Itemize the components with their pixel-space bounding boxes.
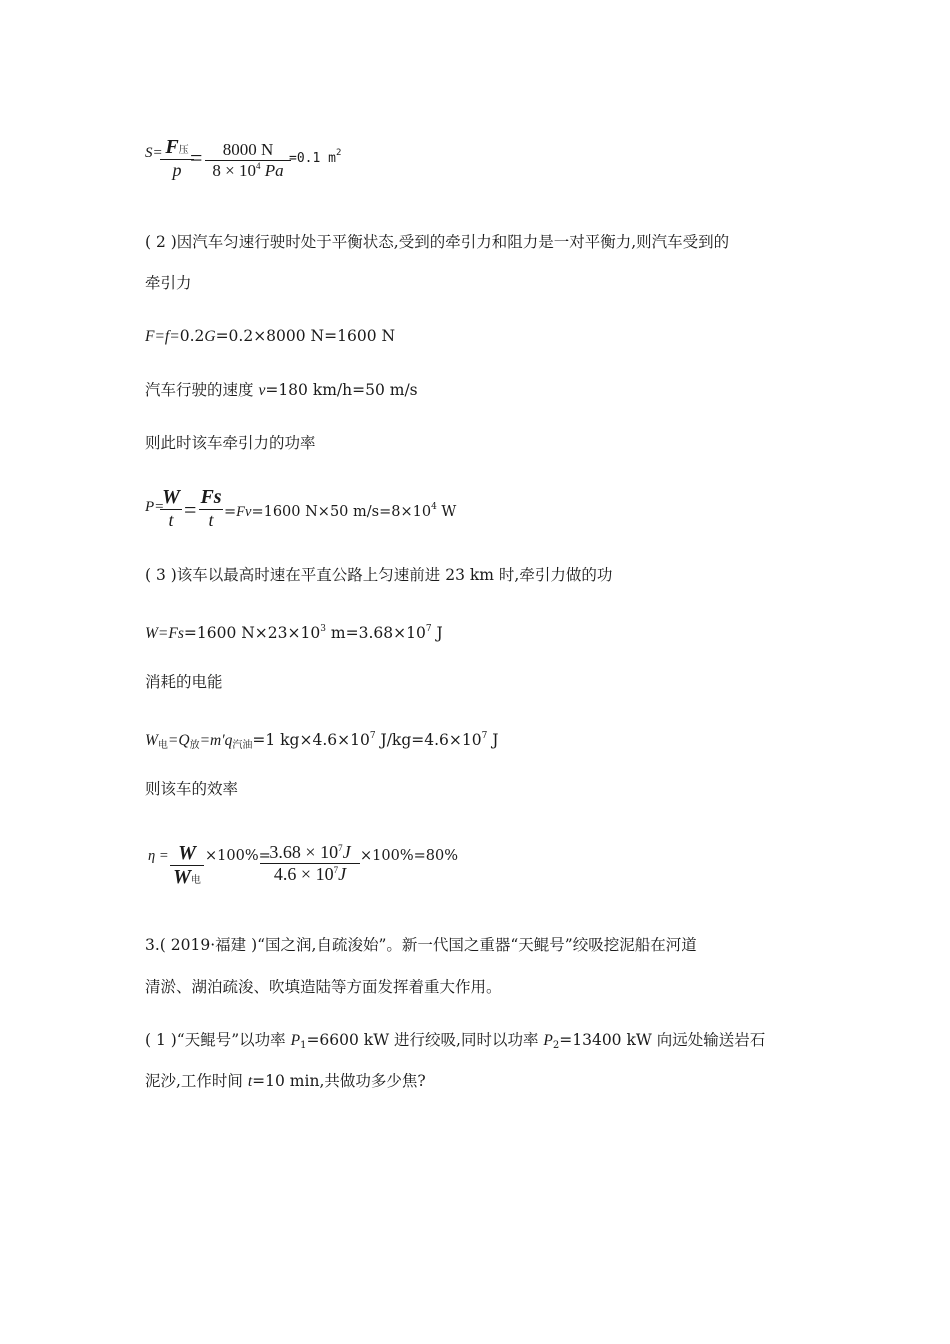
eq1-num-value: 8000 N [222, 140, 274, 159]
eq3-mid: ×100%= [205, 848, 271, 864]
q3p1-c: =13400 kW 向远处输送岩石 [559, 1031, 766, 1049]
eq1-num-f: F [165, 136, 179, 158]
eq2-num-w: W [162, 486, 180, 508]
eq3-num-sup: 7 [338, 843, 343, 853]
force-g: G [204, 328, 216, 345]
we-w: W [145, 732, 158, 749]
work-value2: m=3.68×10 [325, 624, 426, 642]
eq2-lhs: P= [145, 499, 165, 515]
eq3-num-w: W [178, 842, 196, 864]
q3p1-line2-b: =10 min,共做功多少焦? [252, 1072, 426, 1090]
eq3-den-w: W [173, 866, 191, 888]
eq3-den-value: 4.6 × 10 [273, 864, 334, 884]
q3p1-a: ( 1 )“天鲲号”以功率 [145, 1031, 291, 1049]
q3p1-b: =6600 kW 进行绞吸,同时以功率 [306, 1031, 544, 1049]
eq1-fraction-values [205, 140, 291, 181]
eq1-rhs-sup: 2 [335, 148, 342, 158]
part3-line: ( 3 )该车以最高时速在平直公路上匀速前进 23 km 时,牵引力做的功 [145, 566, 613, 584]
eq1-rhs-text: =0.1 m [289, 151, 336, 166]
eq2-den-t2: t [208, 510, 214, 530]
speed-value: =180 km/h=50 m/s [265, 381, 418, 399]
eq2-rhs-unit: W [436, 504, 457, 520]
energy-intro: 消耗的电能 [145, 673, 223, 691]
eq3-num-value: 3.68 × 10 [269, 842, 339, 862]
eq3-den-unit: J [338, 864, 347, 884]
we-w-sub: 电 [157, 740, 168, 751]
eq2-rhs-value: =1600 N×50 m/s=8×10 [251, 504, 432, 520]
eq3-eta: η = [148, 848, 169, 864]
eq1-equals: = [190, 145, 203, 170]
work-unit: J [431, 624, 443, 642]
eq3-fraction-w-over-we [170, 842, 204, 889]
eq1-den-value: 8 × 10 [212, 161, 256, 180]
part2-line2: 牵引力 [145, 274, 192, 292]
q3p1-t: t [247, 1073, 253, 1090]
eq2-rhs [224, 497, 456, 522]
work-sup1: 3 [320, 624, 326, 634]
eq2-fraction-w-over-t [160, 486, 182, 531]
power-intro: 则此时该车牵引力的功率 [145, 434, 316, 452]
eq3-rhs: ×100%=80% [360, 848, 458, 864]
eq2-rhs-eq: = [224, 504, 237, 520]
force-line [145, 326, 395, 347]
work-value1: =1600 N×23×10 [183, 624, 321, 642]
force-coef: 0.2 [179, 327, 205, 345]
work-sup2: 7 [425, 624, 432, 634]
we-rest3: J [487, 731, 499, 749]
q3p1-p1-sub: 1 [300, 1040, 307, 1051]
speed-line [145, 380, 418, 401]
we-mq: =m′q [199, 732, 233, 749]
we-q-sub: 放 [189, 740, 200, 751]
question3-part1-line1 [145, 1030, 765, 1056]
eq3-den-sup: 7 [333, 865, 339, 875]
work-line [145, 619, 443, 644]
we-rest2: J/kg=4.6×10 [375, 731, 482, 749]
eq2-rhs-fv: Fv [236, 504, 252, 520]
we-mq-sub: 汽油 [232, 740, 253, 751]
efficiency-intro: 则该车的效率 [145, 780, 239, 798]
q3p1-p1: P [290, 1032, 301, 1049]
q3p1-p2-sub: 2 [552, 1040, 560, 1051]
eq1-fraction-force-over-pressure [160, 136, 194, 181]
question3-line2: 清淤、湖泊疏浚、吹填造陆等方面发挥着重大作用。 [145, 978, 502, 996]
eq1-lhs: S= [145, 145, 163, 161]
eq2-num-fs: Fs [200, 486, 222, 508]
we-sup1: 7 [369, 731, 376, 741]
question3-part1-line2 [145, 1071, 426, 1092]
we-sup2: 7 [481, 731, 488, 741]
eq1-num-sub: 压 [178, 145, 189, 156]
eq2-fraction-fs-over-t [199, 486, 223, 531]
eq3-fraction-values [260, 842, 360, 885]
q3p1-p2: P [543, 1032, 553, 1049]
eq1-den-unit: Pa [260, 161, 284, 180]
eq1-den-p: p [172, 160, 182, 180]
speed-label: 汽车行驶的速度 [145, 381, 259, 399]
eq3-den-sub: 电 [190, 875, 201, 886]
eq2-equals: = [184, 497, 197, 522]
part2-line1: ( 2 )因汽车匀速行驶时处于平衡状态,受到的牵引力和阻力是一对平衡力,则汽车受到的 [145, 233, 730, 251]
q3p1-line2-a: 泥沙,工作时间 [145, 1072, 248, 1090]
eq3-num-unit: J [342, 842, 351, 862]
eq2-den-t: t [168, 510, 174, 530]
we-q: =Q [167, 732, 190, 749]
electric-energy-line [145, 726, 498, 756]
eq1-rhs [289, 143, 341, 169]
eq2-rhs-sup: 4 [431, 502, 437, 512]
force-vars: F=f= [145, 328, 180, 345]
eq1-den-sup: 4 [255, 161, 261, 171]
force-rest: =0.2×8000 N=1600 N [215, 327, 396, 345]
question3-line1: 3.( 2019·福建 )“国之润,自疏浚始”。新一代国之重器“天鲲号”绞吸挖泥船在河道 [145, 936, 697, 954]
we-rest: =1 kg×4.6×10 [252, 731, 370, 749]
work-vars: W=Fs [145, 625, 184, 642]
speed-var: v [258, 382, 266, 399]
